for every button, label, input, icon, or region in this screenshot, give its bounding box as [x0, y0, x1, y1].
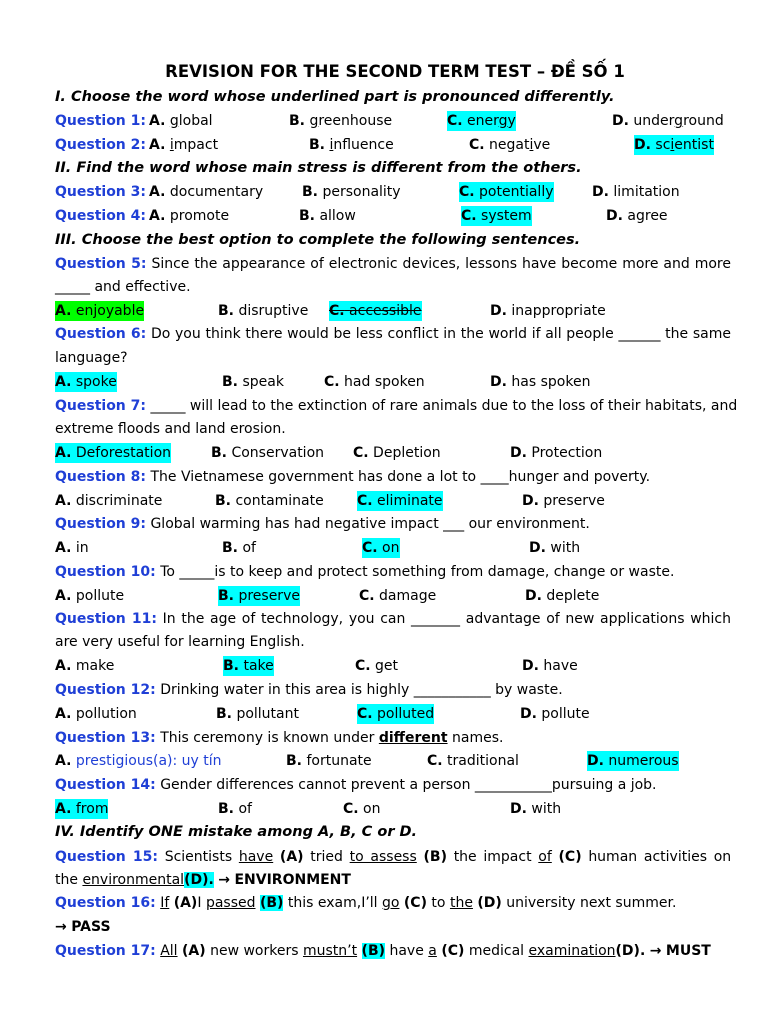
- q1-option-c-answer: C. energy: [447, 113, 516, 129]
- q11-option-b-answer: B. take: [223, 658, 274, 674]
- question-label: Question 11:: [55, 611, 157, 627]
- q3-option-c-answer: C. potentially: [459, 184, 554, 200]
- question-5: [55, 254, 731, 274]
- q7-option-c: C. Depletion: [353, 445, 441, 461]
- q4-option-a: A. promote: [149, 208, 230, 224]
- q14-option-b: B. of: [218, 801, 252, 817]
- q10-option-b-answer: B. preserve: [218, 588, 300, 604]
- q1-option-a: A. global: [149, 113, 213, 129]
- question-text: Gender differences cannot prevent a person ___________pursuing a job.: [160, 777, 657, 793]
- q6-option-d: D. has spoken: [490, 374, 591, 390]
- question-label: Question 14:: [55, 777, 156, 793]
- question-3: [55, 182, 146, 202]
- q9-option-d: D. with: [529, 540, 581, 556]
- question-6: [55, 324, 731, 344]
- question-1: [55, 111, 146, 131]
- question-2: [55, 135, 146, 155]
- q12-option-c-answer: C. polluted: [357, 706, 435, 722]
- question-text: To _____is to keep and protect something from damage, change or waste.: [160, 564, 675, 580]
- question-15-continued: the environmental(D). → ENVIRONMENT: [55, 872, 351, 888]
- q14-option-c: C. on: [343, 801, 381, 817]
- question-15: Question 15: Scientists have (A) tried to assess (B) the impact of (C) human activities on: [55, 849, 732, 865]
- correction: PASS: [71, 919, 111, 935]
- question-14: [55, 775, 657, 795]
- q13-option-d-answer: D. numerous: [587, 753, 679, 769]
- q1-option-b: B. greenhouse: [289, 113, 393, 129]
- question-label: Question 7:: [55, 398, 146, 414]
- arrow-icon: →: [55, 919, 67, 935]
- question-label: Question 8:: [55, 469, 146, 485]
- q7-option-b: B. Conservation: [211, 445, 325, 461]
- q9-option-b: B. of: [222, 540, 256, 556]
- question-text: Since the appearance of electronic devices, lessons have become more and more: [151, 256, 731, 272]
- q2-option-d-answer: D. scientist: [634, 137, 714, 153]
- question-label: Question 6:: [55, 326, 147, 342]
- q14-option-d: D. with: [510, 801, 562, 817]
- q7-option-a-answer: A. Deforestation: [55, 445, 172, 461]
- question-label: Question 9:: [55, 516, 146, 532]
- q13-option-c: C. traditional: [427, 753, 519, 769]
- q8-option-d: D. preserve: [522, 493, 605, 509]
- q8-option-c-answer: C. eliminate: [357, 493, 443, 509]
- q6-option-b: B. speak: [222, 374, 284, 390]
- key-word: different: [378, 730, 448, 746]
- question-label: Question 15:: [55, 849, 158, 865]
- q11-option-a: A. make: [55, 658, 115, 674]
- question-text: In the age of technology, you can _______ advantage of new applications which: [162, 611, 731, 627]
- question-7: [55, 396, 738, 416]
- q8-option-a: A. discriminate: [55, 493, 163, 509]
- question-11-continued: are very useful for learning English.: [55, 634, 305, 650]
- question-text: _____ will lead to the extinction of rare animals due to the loss of their habitats, and: [150, 398, 738, 414]
- q3-option-a: A. documentary: [149, 184, 264, 200]
- error-marker: (D).: [184, 872, 214, 888]
- question-label: Question 2:: [55, 137, 146, 153]
- q1-option-d: D. underground: [612, 113, 724, 129]
- page-title: REVISION FOR THE SECOND TERM TEST – ĐỀ SỐ 1: [165, 62, 625, 81]
- q12-option-d: D. pollute: [520, 706, 590, 722]
- question-16-correction: [55, 917, 111, 937]
- error-word: mustn’t: [302, 943, 358, 959]
- q12-option-a: A. pollution: [55, 706, 137, 722]
- q13-option-a: A. prestigious(a): uy tín: [55, 753, 222, 769]
- question-label: Question 1:: [55, 113, 146, 129]
- q2-option-c: C. negative: [469, 137, 551, 153]
- question-16: Question 16: If (A)I passed (B) this exam,I’ll go (C) to the (D) university next summer.: [55, 895, 677, 911]
- q9-option-a: A. in: [55, 540, 89, 556]
- section-4-heading: IV. Identify ONE mistake among A, B, C or D.: [55, 824, 418, 840]
- q12-option-b: B. pollutant: [216, 706, 299, 722]
- question-6-continued: language?: [55, 350, 128, 366]
- error-marker: (B): [361, 943, 386, 959]
- q3-option-d: D. limitation: [592, 184, 680, 200]
- error-word: environmental: [82, 872, 185, 888]
- q2-option-a: A. impact: [149, 137, 219, 153]
- question-label: Question 17:: [55, 943, 156, 959]
- question-text: Drinking water in this area is highly ___________ by waste.: [160, 682, 563, 698]
- q4-option-c-answer: C. system: [461, 208, 532, 224]
- q4-option-d: D. agree: [606, 208, 668, 224]
- question-7-continued: extreme floods and land erosion.: [55, 421, 286, 437]
- question-9: [55, 514, 590, 534]
- question-12: [55, 680, 563, 700]
- question-10: [55, 562, 674, 582]
- question-label: Question 4:: [55, 208, 146, 224]
- q5-option-c-struck: C. accessible: [329, 303, 422, 319]
- q5-option-b: B. disruptive: [218, 303, 309, 319]
- q10-option-c: C. damage: [359, 588, 437, 604]
- q5-option-d: D. inappropriate: [490, 303, 606, 319]
- q2-option-b: B. influence: [309, 137, 394, 153]
- question-11: [55, 609, 731, 629]
- question-label: Question 13:: [55, 730, 156, 746]
- section-2-heading: II. Find the word whose main stress is different from the others.: [55, 160, 582, 176]
- q3-option-b: B. personality: [302, 184, 401, 200]
- q6-option-a-answer: A. spoke: [55, 374, 117, 390]
- question-17: Question 17: All (A) new workers mustn’t (B) have a (C) medical examination(D). → MUST: [55, 943, 711, 959]
- correction: ENVIRONMENT: [234, 872, 351, 888]
- question-text: Global warming has had negative impact ___ our environment.: [150, 516, 590, 532]
- question-label: Question 16:: [55, 895, 156, 911]
- question-text: The Vietnamese government has done a lot to ____hunger and poverty.: [150, 469, 651, 485]
- section-1-heading: I. Choose the word whose underlined part is pronounced differently.: [55, 89, 615, 105]
- q11-option-c: C. get: [355, 658, 399, 674]
- question-text: Do you think there would be less conflict in the world if all people ______ the same: [150, 326, 731, 342]
- question-13: Question 13: This ceremony is known under different names.: [55, 730, 504, 746]
- error-marker: (B): [259, 895, 284, 911]
- question-label: Question 5:: [55, 256, 147, 272]
- q13-option-b: B. fortunate: [286, 753, 372, 769]
- q9-option-c-answer: C. on: [362, 540, 400, 556]
- question-4: [55, 206, 146, 226]
- q11-option-d: D. have: [522, 658, 578, 674]
- q5-option-a-answer: A. enjoyable: [55, 303, 145, 319]
- question-label: Question 10:: [55, 564, 156, 580]
- vocabulary-note: prestigious(a): uy tín: [75, 753, 222, 769]
- arrow-icon: →: [218, 872, 231, 888]
- q10-option-a: A. pollute: [55, 588, 125, 604]
- q6-option-c: C. had spoken: [324, 374, 425, 390]
- question-5-continued: _____ and effective.: [55, 279, 191, 295]
- correction: MUST: [665, 943, 711, 959]
- q10-option-d: D. deplete: [525, 588, 600, 604]
- section-3-heading: III. Choose the best option to complete the following sentences.: [55, 232, 581, 248]
- question-8: [55, 467, 650, 487]
- arrow-icon: →: [649, 943, 662, 959]
- q4-option-b: B. allow: [299, 208, 356, 224]
- question-label: Question 3:: [55, 184, 146, 200]
- error-word: passed: [205, 895, 256, 911]
- q14-option-a-answer: A. from: [55, 801, 109, 817]
- q7-option-d: D. Protection: [510, 445, 603, 461]
- q8-option-b: B. contaminate: [215, 493, 324, 509]
- question-label: Question 12:: [55, 682, 156, 698]
